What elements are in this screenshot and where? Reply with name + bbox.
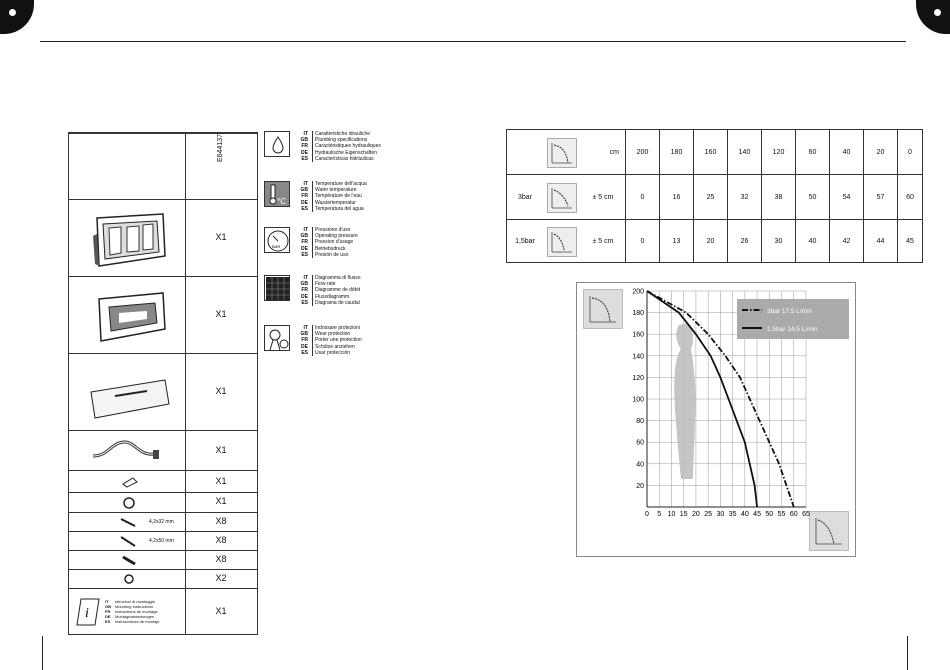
spray-width-icon xyxy=(547,227,577,257)
x-tick-label: 25 xyxy=(704,511,713,518)
tolerance-label: ± 5 cm xyxy=(581,220,626,263)
footer-rule-left xyxy=(42,636,43,670)
table-row xyxy=(69,133,257,199)
table-cell: 0 xyxy=(626,220,660,263)
qty-value: X1 xyxy=(215,496,227,506)
x-tick-label: 0 xyxy=(645,511,649,518)
table-cell: 40 xyxy=(796,220,830,263)
tolerance-label: ± 5 cm xyxy=(581,175,626,220)
table-cell: 26 xyxy=(728,220,762,263)
table-cell: 25 xyxy=(694,175,728,220)
y-tick-label: 60 xyxy=(636,439,644,447)
table-cell: 180 xyxy=(660,130,694,175)
table-cell: 45 xyxy=(898,220,923,263)
instructions-text: IT Istruzioni di montaggio GB Mounting Instructions FR Instructions de montage DE Montageanweisungen ES Instrucciones de montaje xyxy=(105,599,160,624)
mounting-frame-image xyxy=(69,283,185,349)
wall-plug-image xyxy=(69,554,185,567)
qty-value: X1 xyxy=(215,476,227,486)
table-cell: 13 xyxy=(660,220,694,263)
qty-value: X1 xyxy=(215,445,227,455)
corner-tab-left xyxy=(0,0,34,34)
qty-value: X8 xyxy=(215,516,227,526)
table-cell: 0 xyxy=(898,130,923,175)
spray-width-icon xyxy=(547,183,577,213)
x-tick-label: 30 xyxy=(716,511,725,518)
screw-size-label: 4,2x50 mm xyxy=(149,538,174,544)
qty-value: X8 xyxy=(215,554,227,564)
pressure-gauge-icon xyxy=(264,227,290,253)
spray-data-table xyxy=(506,129,923,263)
table-cell: 16 xyxy=(660,175,694,220)
washer-image xyxy=(69,573,185,586)
qty-value: X1 xyxy=(215,386,227,396)
table-cell: 40 xyxy=(830,130,864,175)
water-drop-icon xyxy=(264,131,290,157)
table-cell: 42 xyxy=(830,220,864,263)
corner-tab-right xyxy=(916,0,950,34)
legend-3bar: 3bar 17,5 L/min xyxy=(767,308,813,315)
table-cell: 50 xyxy=(796,175,830,220)
header-rule xyxy=(40,41,906,42)
table-cell: 30 xyxy=(762,220,796,263)
qty-value: X1 xyxy=(215,309,227,319)
product-code: E644137 xyxy=(217,133,224,162)
table-cell: 140 xyxy=(728,130,762,175)
y-tick-label: 200 xyxy=(632,288,644,296)
flow-grid-icon xyxy=(264,275,290,301)
table-cell: 120 xyxy=(762,130,796,175)
qty-value: X1 xyxy=(215,606,227,616)
spray-chart xyxy=(577,283,855,556)
table-row xyxy=(507,130,923,175)
y-tick-label: 40 xyxy=(636,461,644,469)
spray-height-icon xyxy=(547,138,577,168)
table-cell: 54 xyxy=(830,175,864,220)
x-tick-label: 35 xyxy=(728,511,737,518)
legend-1-5bar: 1,5bar 14,5 L/min xyxy=(767,326,818,333)
svg-text:°C: °C xyxy=(277,197,286,206)
qty-value: X2 xyxy=(215,573,227,583)
table-row xyxy=(507,175,923,220)
y-tick-label: 140 xyxy=(632,353,644,361)
svg-text:i: i xyxy=(85,606,89,621)
table-cell: 160 xyxy=(694,130,728,175)
table-cell: 20 xyxy=(864,130,898,175)
x-tick-label: 10 xyxy=(667,511,676,518)
y-tick-label: 80 xyxy=(636,418,644,426)
table-cell: 200 xyxy=(626,130,660,175)
x-tick-label: 40 xyxy=(740,511,749,518)
pressure-label: 3bar xyxy=(507,175,544,220)
protection-icon xyxy=(264,325,290,351)
table-cell: 32 xyxy=(728,175,762,220)
y-tick-label: 20 xyxy=(636,482,644,490)
pipe-connector-image xyxy=(69,476,185,488)
footer-rule-right xyxy=(907,636,908,670)
pressure-label: 1,5bar xyxy=(507,220,544,263)
x-tick-label: 5 xyxy=(657,511,662,518)
ring-seal-image xyxy=(69,496,185,510)
table-cell: 57 xyxy=(864,175,898,220)
cover-plate-image xyxy=(69,362,185,424)
x-tick-label: 65 xyxy=(802,511,810,518)
chart-legend xyxy=(737,299,849,339)
x-tick-label: 50 xyxy=(765,511,774,518)
table-cell: 38 xyxy=(762,175,796,220)
y-tick-label: 120 xyxy=(632,374,644,382)
x-tick-label: 55 xyxy=(777,511,786,518)
instructions-icon xyxy=(75,597,101,627)
table-cell: 60 xyxy=(796,130,830,175)
x-tick-label: 15 xyxy=(679,511,688,518)
parts-table xyxy=(68,132,258,635)
flexible-hose-image xyxy=(69,434,185,468)
unit-label: cm xyxy=(581,130,626,175)
svg-text:BAR: BAR xyxy=(272,244,281,249)
mounting-box-image xyxy=(69,206,185,272)
y-tick-label: 100 xyxy=(632,396,644,404)
x-tick-label: 60 xyxy=(789,511,798,518)
table-cell: 60 xyxy=(898,175,923,220)
table-cell: 44 xyxy=(864,220,898,263)
spray-chart-box xyxy=(576,282,856,557)
qty-value: X1 xyxy=(215,232,227,242)
table-cell: 0 xyxy=(626,175,660,220)
x-tick-label: 20 xyxy=(692,511,700,518)
y-tick-label: 160 xyxy=(632,331,644,339)
thermometer-icon xyxy=(264,181,290,207)
screw-size-label: 4,2x32 mm xyxy=(149,519,174,525)
qty-value: X8 xyxy=(215,535,227,545)
y-tick-label: 180 xyxy=(632,310,644,318)
x-tick-label: 45 xyxy=(753,511,761,518)
human-silhouette xyxy=(674,323,695,479)
table-row xyxy=(507,220,923,263)
table-cell: 20 xyxy=(694,220,728,263)
